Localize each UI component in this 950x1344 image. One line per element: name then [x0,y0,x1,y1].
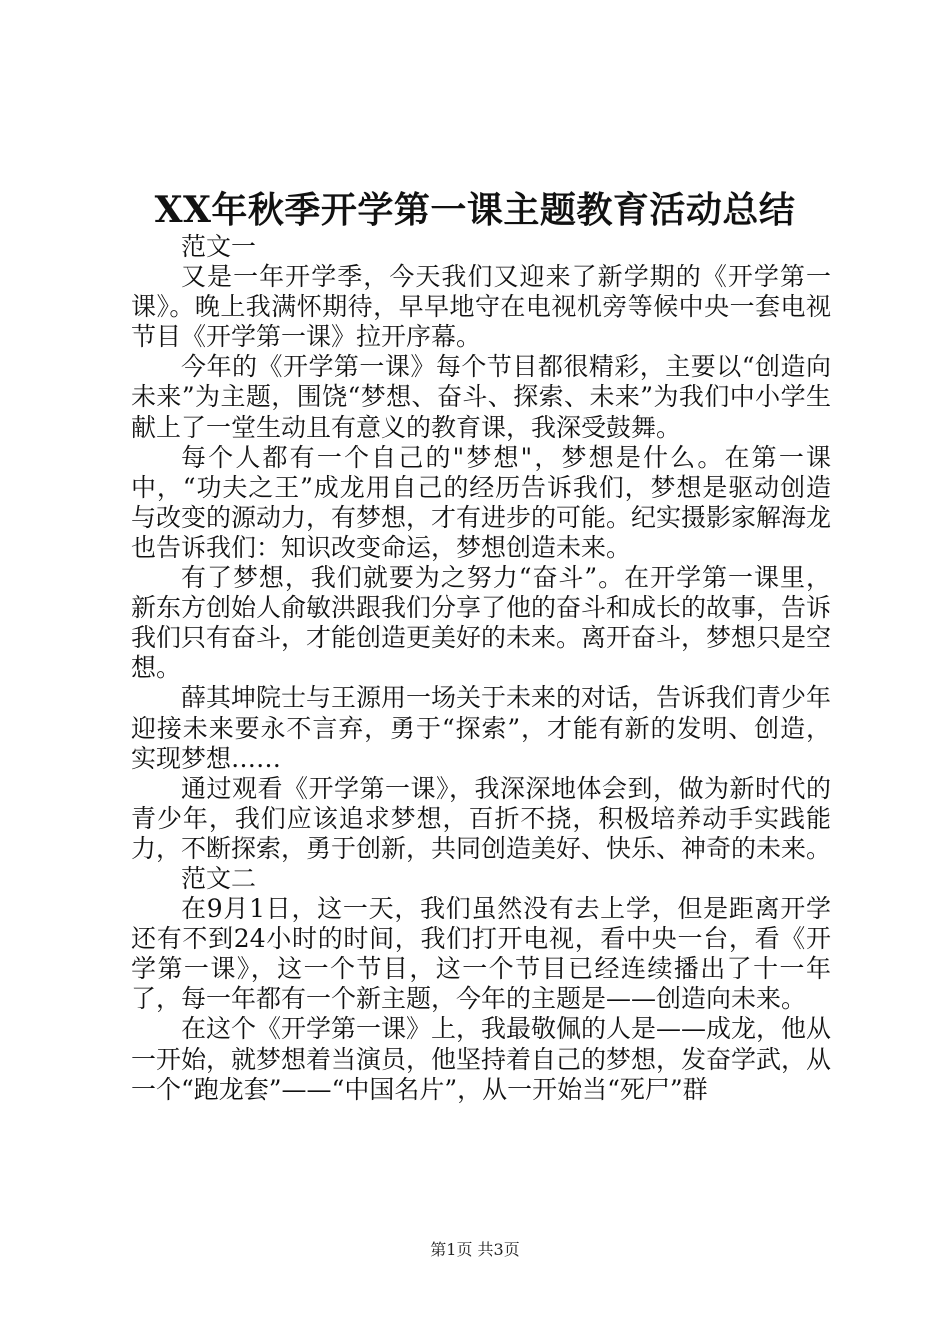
paragraph: 通过观看《开学第一课》，我深深地体会到，做为新时代的青少年，我们应该追求梦想，百折不挠，积极培养动手实践能力，不断探索，勇于创新，共同创造美好、快乐、神奇的未来。 [131,773,832,863]
paragraph: 薛其坤院士与王源用一场关于未来的对话，告诉我们青少年迎接未来要永不言弃，勇于“探索”，才能有新的发明、创造，实现梦想…… [131,683,832,773]
paragraph: 有了梦想，我们就要为之努力“奋斗”。在开学第一课里，新东方创始人俞敏洪跟我们分享了他的奋斗和成长的故事，告诉我们只有奋斗，才能创造更美好的未来。离开奋斗，梦想只是空想。 [131,563,832,683]
paragraph: 在这个《开学第一课》上，我最敬佩的人是——成龙，他从一开始，就梦想着当演员，他坚持着自己的梦想，发奋学武，从一个“跑龙套”——“中国名片”，从一开始当“死尸”群 [131,1014,832,1104]
section-heading: 范文一 [181,232,257,261]
paragraph: 今年的《开学第一课》每个节目都很精彩，主要以“创造向未来”为主题，围饶“梦想、奋斗、探索、未来”为我们中小学生献上了一堂生动且有意义的教育课，我深受鼓舞。 [131,352,831,442]
document-body [131,232,831,1105]
document-title: XX年秋季开学第一课主题教育活动总结 [154,189,796,231]
page-footer: 第1页 共3页 [430,1240,520,1259]
paragraph: 又是一年开学季，今天我们又迎来了新学期的《开学第一课》。晚上我满怀期待，早早地守在电视机旁等候中央一套电视节目《开学第一课》拉开序幕。 [131,262,831,352]
section-heading: 范文二 [181,863,257,893]
paragraph: 在9月1日，这一天，我们虽然没有去上学，但是距离开学还有不到24小时的时间，我们打开电视，看中央一台，看《开学第一课》，这一个节目，这一个节目已经连续播出了十一年了，每一年都有一个新主题，今年的主题是——创造向未来。 [131,894,831,1014]
paragraph: 每个人都有一个自己的"梦想"，梦想是什么。在第一课中，“功夫之王”成龙用自己的经历告诉我们，梦想是驱动创造与改变的源动力，有梦想，才有进步的可能。纪实摄影家解海龙也告诉我们：知识改变命运，梦想创造未来。 [131,442,832,562]
